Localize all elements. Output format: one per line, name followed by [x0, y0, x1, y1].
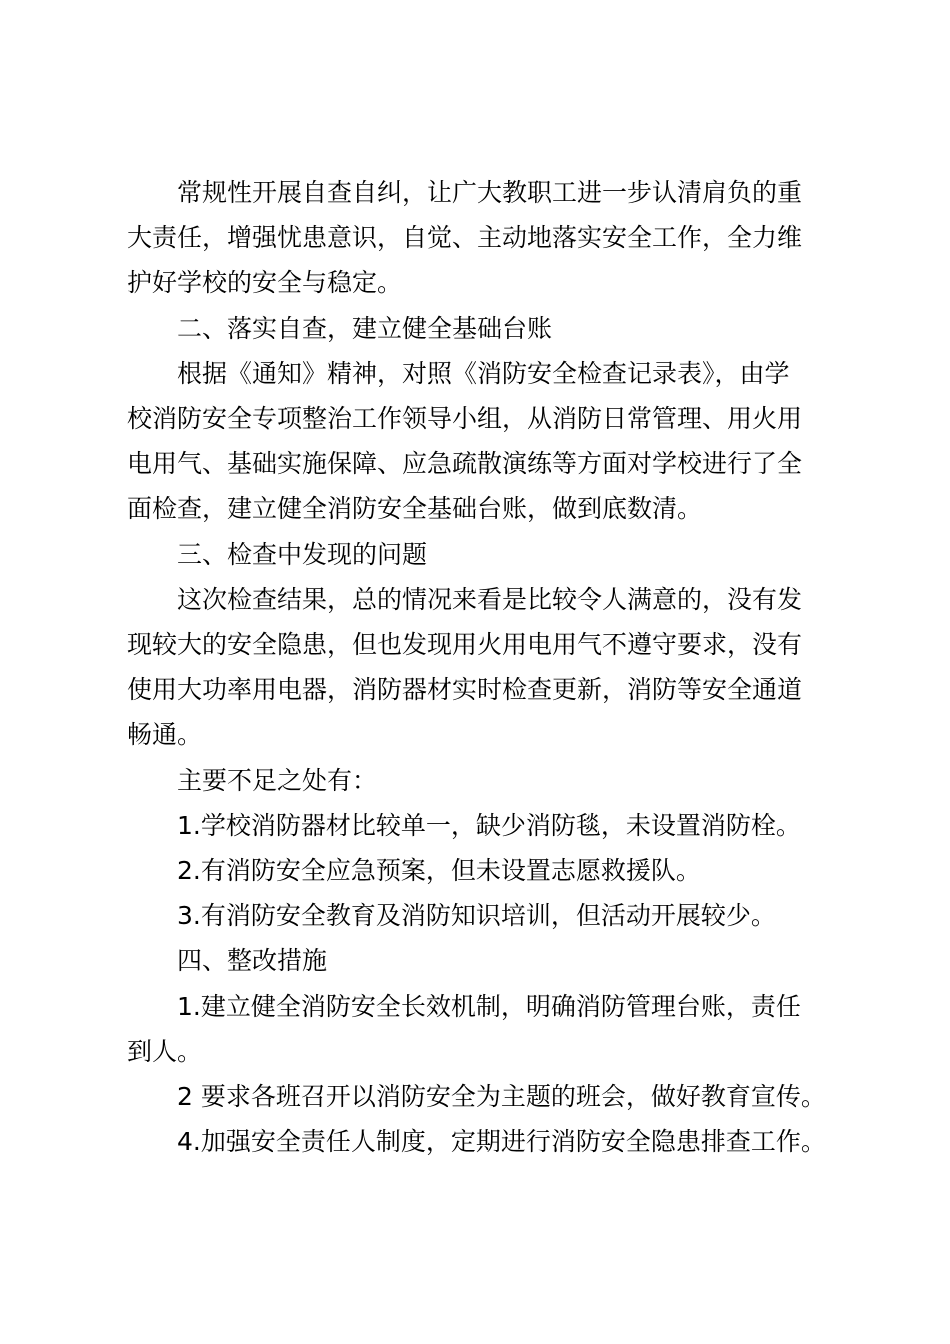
line: 4.加强安全责任人制度，定期进行消防安全隐患排查工作。: [177, 1127, 826, 1157]
list-item: [127, 984, 832, 1074]
line: 2 要求各班召开以消防安全为主题的班会，做好教育宣传。: [177, 1082, 826, 1112]
line: 三、检查中发现的问题: [177, 539, 428, 569]
section-heading: [127, 532, 832, 577]
line: 这次检查结果，总的情况来看是比较令人满意的，没有发: [177, 584, 803, 614]
line: 电用气、基础实施保障、应急疏散演练等方面对学校进行了全: [127, 449, 803, 479]
paragraph: [127, 170, 832, 306]
list-item: [127, 1074, 832, 1119]
paragraph: [127, 351, 832, 532]
document-body: [127, 170, 832, 1164]
line: 1.学校消防器材比较单一，缺少消防毯，未设置消防栓。: [177, 810, 801, 840]
line: 面检查，建立健全消防安全基础台账，做到底数清。: [127, 494, 703, 524]
section-heading: [127, 306, 832, 351]
line: 1.建立健全消防安全长效机制，明确消防管理台账，责任: [177, 991, 801, 1021]
paragraph: [127, 758, 832, 803]
list-item: [127, 893, 832, 938]
section-heading: [127, 938, 832, 983]
list-item: [127, 848, 832, 893]
line: 2.有消防安全应急预案，但未设置志愿救援队。: [177, 856, 701, 886]
line: 现较大的安全隐患，但也发现用火用电用气不遵守要求，没有: [127, 630, 803, 660]
line: 护好学校的安全与稳定。: [127, 268, 403, 298]
line: 二、落实自查，建立健全基础台账: [177, 313, 553, 343]
line: 到人。: [127, 1036, 203, 1066]
line: 常规性开展自查自纠，让广大教职工进一步认清肩负的重: [177, 178, 803, 207]
line: 主要不足之处有：: [177, 765, 378, 795]
line: 四、整改措施: [177, 946, 328, 976]
paragraph: [127, 577, 832, 758]
line: 大责任，增强忧患意识，自觉、主动地落实安全工作，全力维: [127, 223, 803, 253]
line: 使用大功率用电器，消防器材实时检查更新，消防等安全通道: [127, 675, 803, 705]
line: 根据《通知》精神，对照《消防安全检查记录表》，由学: [177, 358, 790, 388]
list-item: [127, 1119, 832, 1164]
line: 畅通。: [127, 720, 203, 750]
line: 校消防安全专项整治工作领导小组，从消防日常管理、用火用: [127, 404, 803, 434]
line: 3.有消防安全教育及消防知识培训，但活动开展较少。: [177, 901, 776, 931]
list-item: [127, 803, 832, 848]
